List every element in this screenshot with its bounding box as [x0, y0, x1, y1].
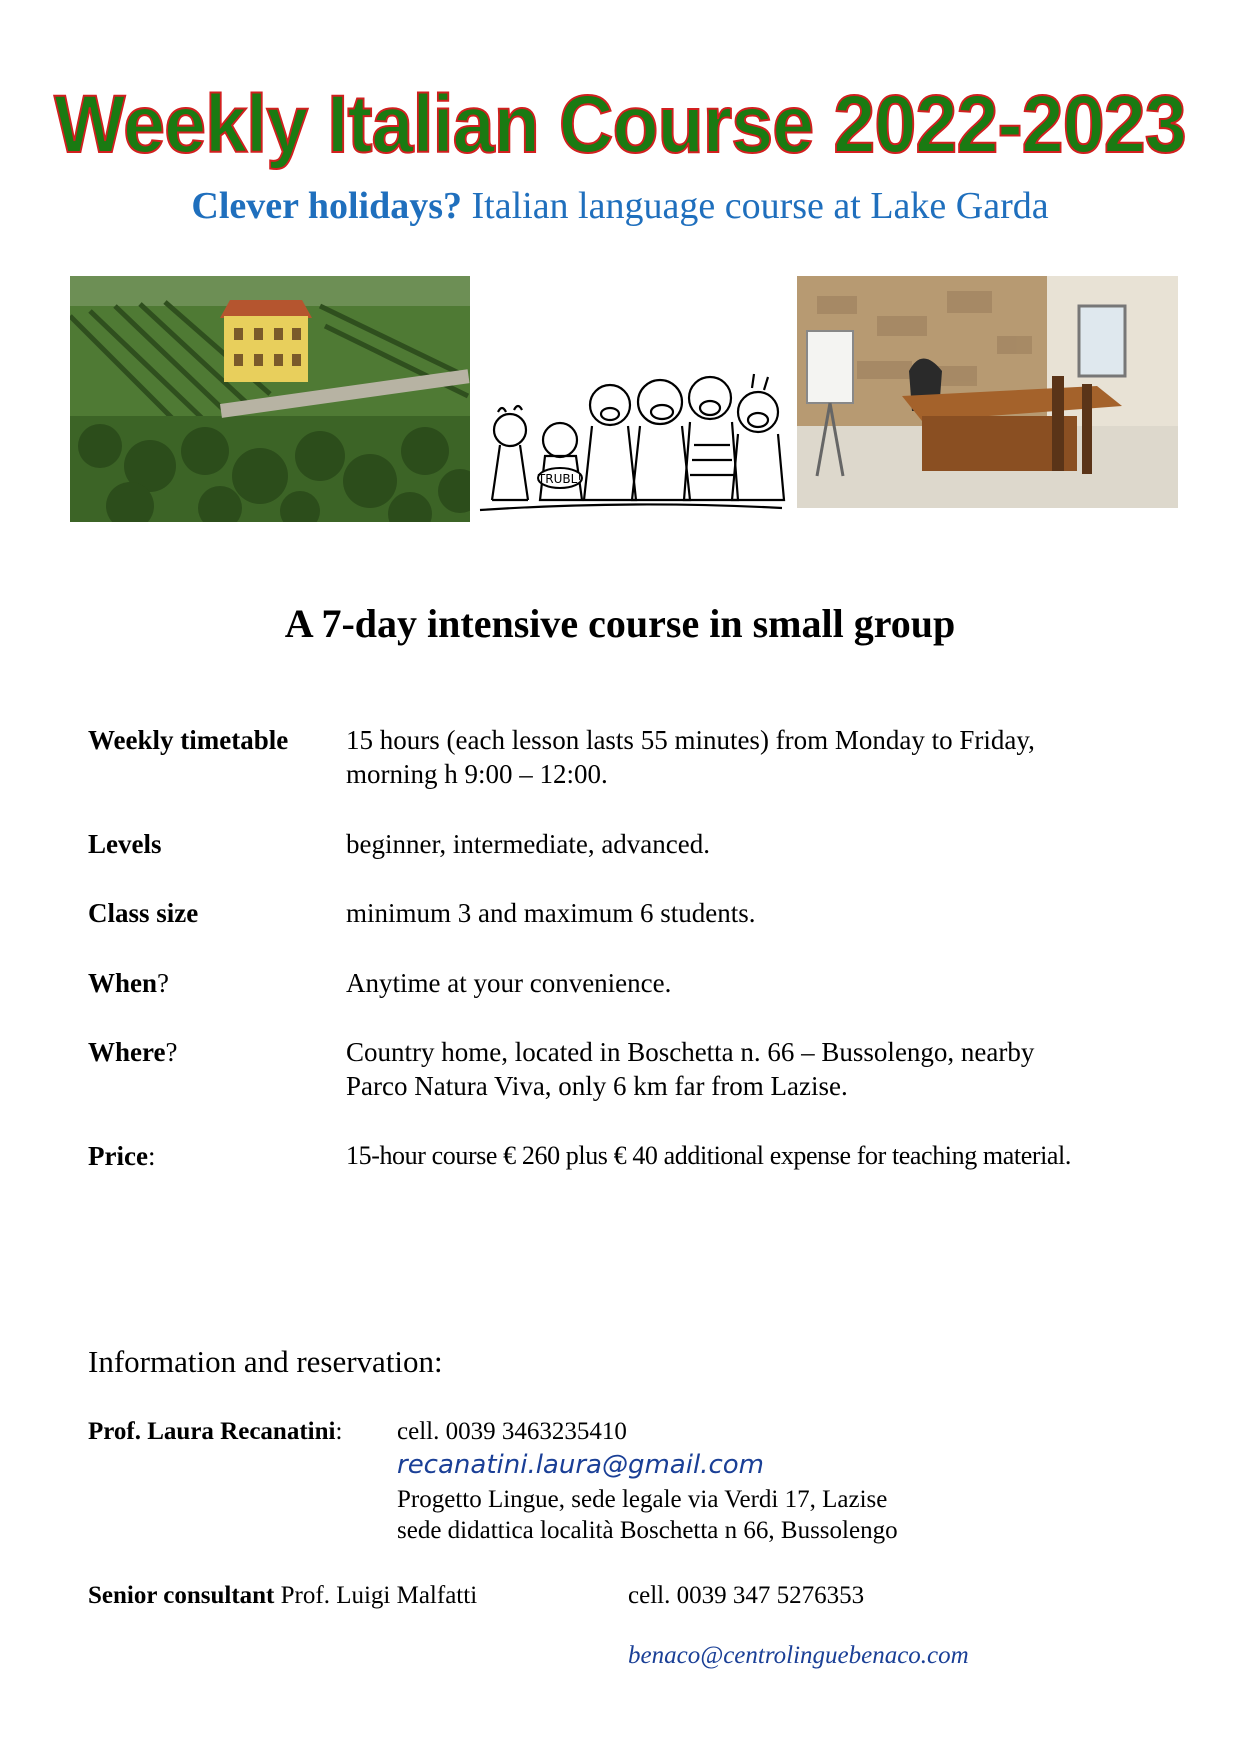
headline: A 7-day intensive course in small group: [284, 601, 956, 646]
detail-label: Where: [88, 1037, 166, 1067]
contact1-email-link[interactable]: recanatini.laura@gmail.com: [397, 1450, 764, 1480]
detail-label: Weekly timetable: [88, 725, 289, 755]
cartoon-students-illustration: [470, 350, 792, 518]
contact1-phone: cell. 0039 3463235410: [397, 1418, 627, 1445]
subtitle: [0, 184, 1240, 228]
detail-label: When: [88, 968, 158, 998]
detail-label: Levels: [88, 829, 162, 859]
page-title: Weekly Italian Course 2022-2023: [54, 79, 1186, 170]
info-heading: Information and reservation:: [88, 1344, 443, 1379]
detail-value: minimum 3 and maximum 6 students.: [346, 898, 756, 928]
contact2-phone: cell. 0039 347 5276353: [628, 1582, 865, 1609]
detail-value: 15-hour course € 260 plus € 40 additional expense for teaching material.: [346, 1141, 1071, 1170]
contact2-name: Senior consultant Prof. Luigi Malfatti: [88, 1582, 478, 1609]
detail-value: beginner, intermediate, advanced.: [346, 829, 710, 859]
detail-value: 15 hours (each lesson lasts 55 minutes) from Monday to Friday, morning h 9:00 – 12:00.: [346, 725, 1035, 789]
contact1-name: Prof. Laura Recanatini:: [88, 1418, 343, 1445]
detail-value: Country home, located in Boschetta n. 66 – Bussolengo, nearby Parco Natura Viva, only 6 km far from Lazise.: [346, 1037, 1035, 1101]
classroom-photo: [797, 276, 1178, 508]
cartoon-sign-text: TRUBL!: [537, 472, 583, 486]
contact1-address-line2: sede didattica località Boschetta n 66, Bussolengo: [397, 1517, 898, 1544]
subtitle-bold: Clever holidays?: [191, 185, 462, 227]
subtitle-rest: Italian language course at Lake Garda: [471, 185, 1049, 227]
contact2-email-link[interactable]: benaco@centrolinguebenaco.com: [628, 1642, 969, 1669]
detail-value: Anytime at your convenience.: [346, 968, 672, 998]
contact1-address-line1: Progetto Lingue, sede legale via Verdi 17, Lazise: [397, 1486, 888, 1513]
detail-label: Class size: [88, 898, 199, 928]
detail-label: Price: [88, 1141, 148, 1171]
villa-vineyard-photo: [70, 276, 470, 522]
